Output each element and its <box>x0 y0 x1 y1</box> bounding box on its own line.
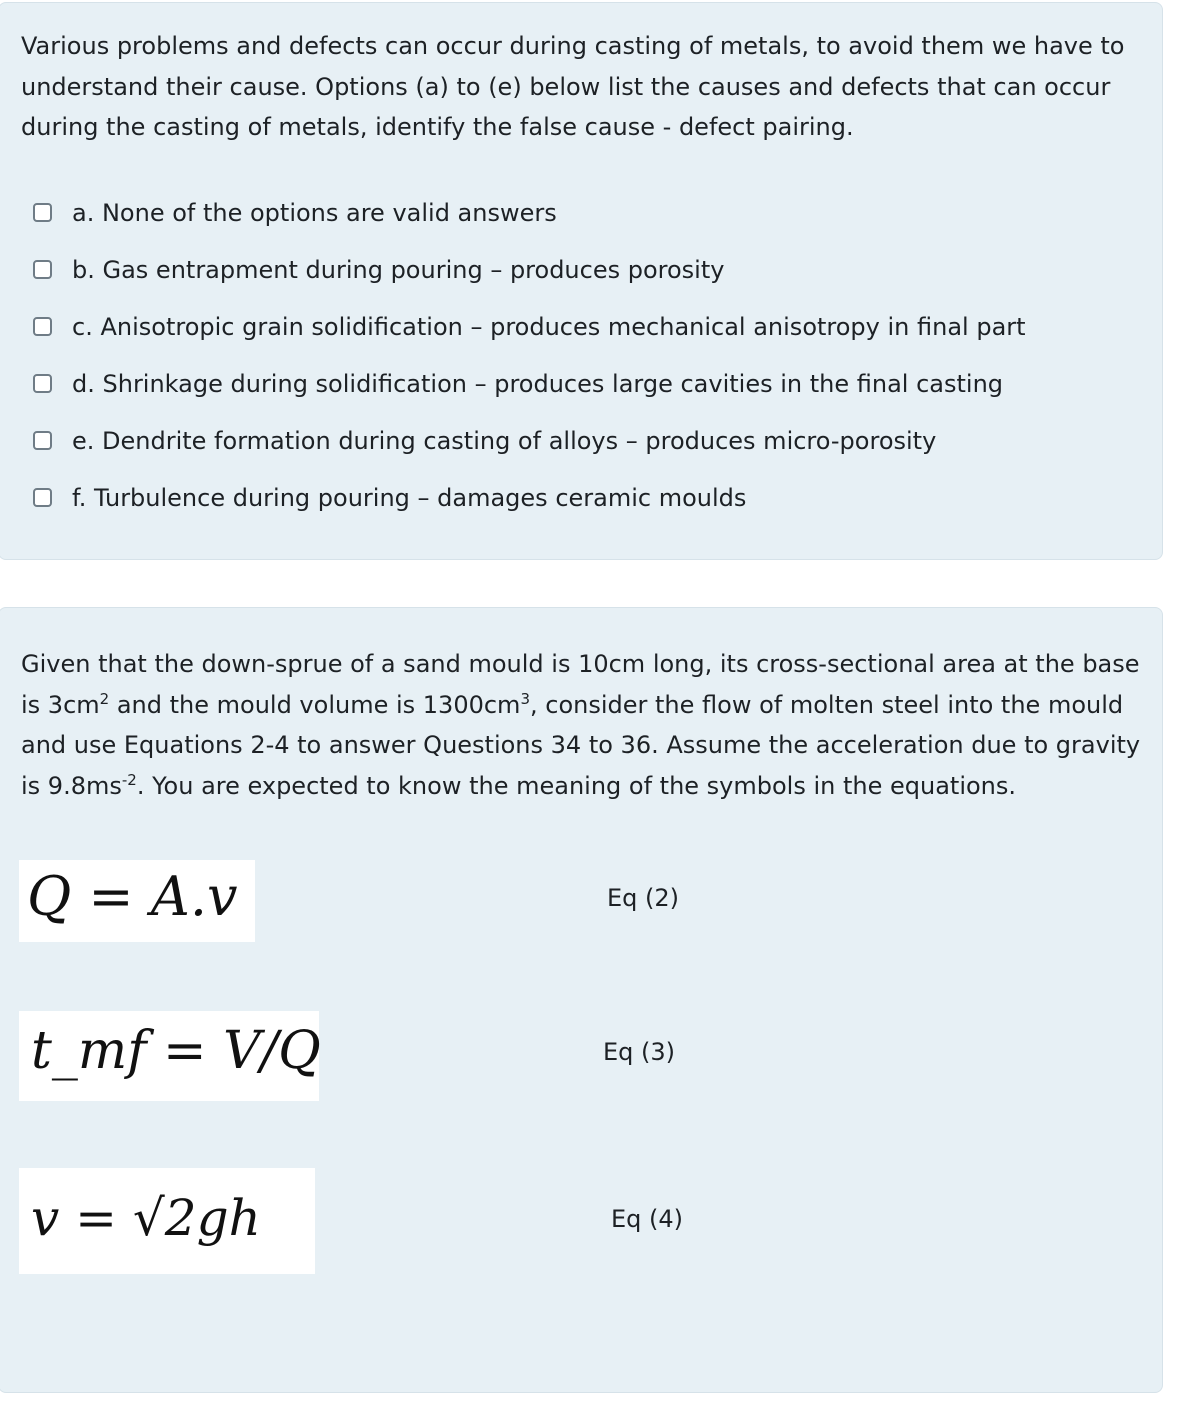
question-text: Various problems and defects can occur during casting of metals, to avoid them we have to understand their cause. Options (a) to (e) below list the causes and defects that can occur during the casting of metals, identify the false cause - defect pairing. <box>21 32 1125 141</box>
checkbox-b[interactable] <box>33 260 52 279</box>
question-text: Given that the down-sprue of a sand mould is 10cm long, its cross-sectional area at the base is $3cm^2$ and the mould volume is $1300cm^3$, consider the flow of molten steel into the mould and use Equations 2-4 to answer Questions 34 to 36. Assume the acceleration due to gravity is $9.8ms^{-2}$. You are expected to know the meaning of the symbols in the equations. <box>21 650 1141 800</box>
checkbox-e[interactable] <box>33 431 52 450</box>
option-label: d. Shrinkage during solidification – produces large cavities in the final casting <box>72 369 1004 398</box>
equation-4-formula: v = √2gh <box>31 1189 261 1247</box>
option-d[interactable] <box>33 355 1026 412</box>
checkbox-f[interactable] <box>33 488 52 507</box>
equation-3-label: Eq (3) <box>603 1038 676 1066</box>
option-a[interactable] <box>33 184 1026 241</box>
option-e[interactable] <box>33 412 1026 469</box>
checkbox-c[interactable] <box>33 317 52 336</box>
equation-4-label: Eq (4) <box>611 1205 684 1233</box>
question-card-1 <box>0 2 1163 560</box>
question-card-2 <box>0 607 1163 1393</box>
option-b[interactable] <box>33 241 1026 298</box>
option-label: e. Dendrite formation during casting of alloys – produces micro-porosity <box>72 426 937 455</box>
option-label: c. Anisotropic grain solidification – produces mechanical anisotropy in final part <box>72 312 1026 341</box>
option-f[interactable] <box>33 469 1026 526</box>
checkbox-a[interactable] <box>33 203 52 222</box>
equation-4-image <box>19 1168 315 1274</box>
equation-2-image <box>19 860 255 942</box>
option-label: a. None of the options are valid answers <box>72 198 557 227</box>
answer-options <box>33 184 1026 526</box>
option-label: f. Turbulence during pouring – damages ceramic moulds <box>72 483 747 512</box>
equation-2-formula: Q = A.v <box>27 865 238 928</box>
equation-3-formula: t_mf = V/Q <box>31 1021 321 1081</box>
option-label: b. Gas entrapment during pouring – produces porosity <box>72 255 725 284</box>
option-c[interactable] <box>33 298 1026 355</box>
equation-2-label: Eq (2) <box>607 884 680 912</box>
checkbox-d[interactable] <box>33 374 52 393</box>
equation-3-image <box>19 1011 319 1101</box>
